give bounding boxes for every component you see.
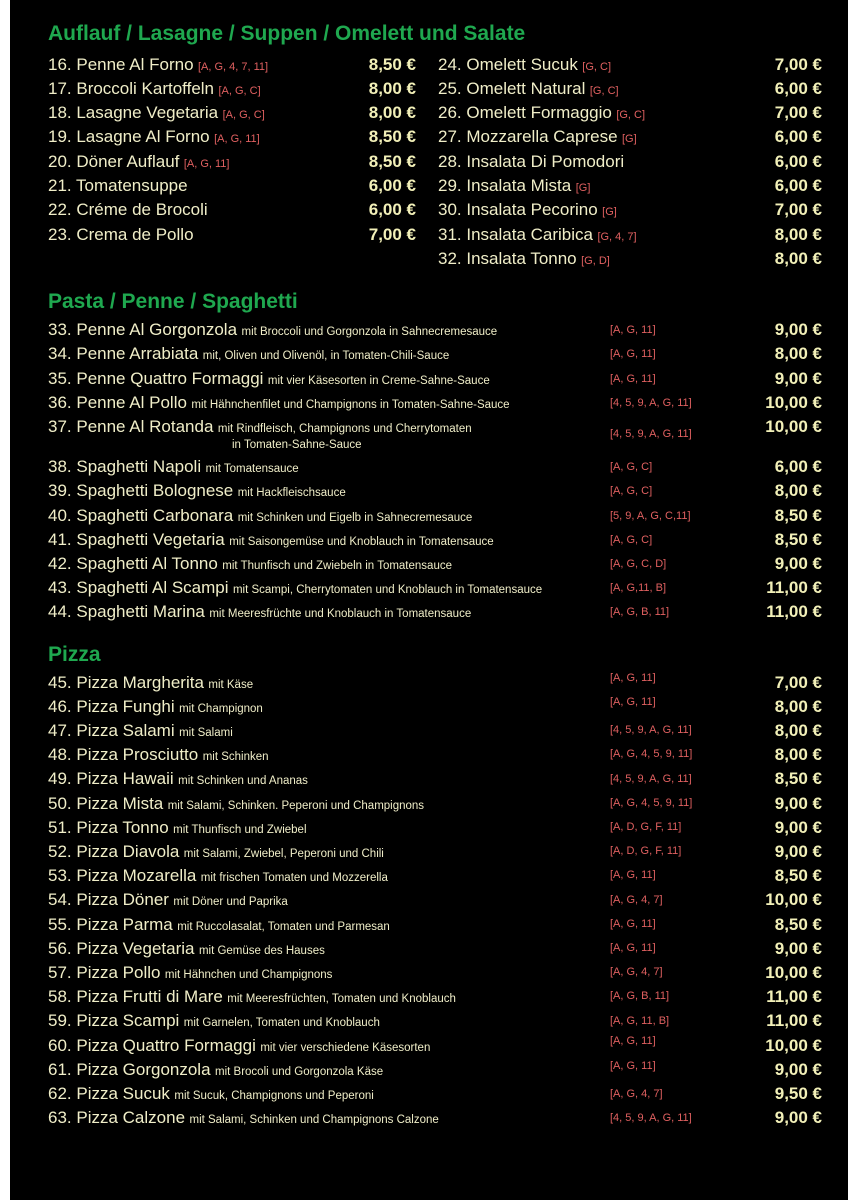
menu-item-45 [48,673,253,697]
menu-item-48 [48,745,269,769]
item-price: 9,00 € [774,939,822,958]
item-price: 8,00 € [774,225,822,244]
item-description: mit Gemüse des Hauses [198,945,325,957]
item-description: mit Hackfleischsauce [237,487,346,499]
item-name: 55. Pizza Parma [48,915,173,934]
item-price: 6,00 € [368,200,416,219]
menu-item-17 [48,79,261,103]
item-price: 10,00 € [765,393,822,412]
item-allergens: [A, G, 11] [610,1035,656,1047]
menu-item-59 [48,1011,380,1035]
menu-item-36 [48,393,510,417]
item-price: 8,00 € [774,697,822,716]
item-price: 9,00 € [774,1060,822,1079]
item-price: 7,00 € [774,200,822,219]
item-name: 16. Penne Al Forno [48,55,194,74]
item-description: mit Schinken [202,751,269,763]
menu-item-52 [48,842,384,866]
item-allergens: [A, G, C] [610,534,653,546]
item-price: 6,00 € [774,127,822,146]
item-price: 7,00 € [774,673,822,692]
item-allergens: [A, G, 4, 7] [610,894,663,906]
item-description: mit Tomatensauce [205,463,299,475]
item-description: mit Käse [208,679,254,691]
item-name: 29. Insalata Mista [438,176,572,195]
item-allergens: [G, C] [616,109,646,121]
menu-page [10,0,848,1200]
item-allergens: [A, G, 11] [214,133,260,145]
item-name: 59. Pizza Scampi [48,1011,180,1030]
item-price: 8,00 € [774,344,822,363]
item-allergens: [A, G, 11] [610,696,656,708]
item-name: 20. Döner Auflauf [48,152,180,171]
item-allergens: [4, 5, 9, A, G, 11] [610,397,692,409]
menu-item-37 [48,417,472,441]
item-allergens: [A, D, G, F, 11] [610,845,682,857]
item-name: 62. Pizza Sucuk [48,1084,170,1103]
menu-item-19 [48,127,260,151]
item-name: 46. Pizza Funghi [48,697,175,716]
item-description-continued: in Tomaten-Sahne-Sauce [232,439,362,451]
item-description: mit Salami, Schinken und Champignons Calzone [189,1114,439,1126]
item-description: mit Brocoli und Gorgonzola Käse [215,1066,384,1078]
item-name: 49. Pizza Hawaii [48,769,174,788]
menu-item-34 [48,344,449,368]
item-allergens: [G] [602,206,617,218]
item-description: mit Hähnchen und Champignons [164,969,333,981]
menu-item-28 [438,152,624,176]
item-price: 10,00 € [765,1036,822,1055]
item-price: 9,00 € [774,818,822,837]
item-name: 52. Pizza Diavola [48,842,180,861]
item-allergens: [A, G, C] [222,109,265,121]
item-description: mit Garnelen, Tomaten und Knoblauch [183,1017,380,1029]
menu-item-40 [48,506,472,530]
item-allergens: [A, G, 4, 5, 9, 11] [610,748,693,760]
item-description: mit Salami, Schinken. Peperoni und Champignons [167,800,425,812]
item-description: mit Hähnchenfilet und Champignons in Tomaten-Sahne-Sauce [191,399,510,411]
item-price: 6,00 € [368,176,416,195]
item-price: 8,50 € [368,127,416,146]
menu-item-30 [438,200,617,224]
item-allergens: [G, 4, 7] [597,231,637,243]
item-allergens: [A, G, 11] [610,373,656,385]
item-name: 28. Insalata Di Pomodori [438,152,625,171]
item-price: 9,00 € [774,794,822,813]
item-allergens: [A, G, 11] [610,918,656,930]
menu-item-47 [48,721,233,745]
section-title-pizza: Pizza [48,643,101,666]
item-price: 8,50 € [368,152,416,171]
item-allergens: [G, D] [581,255,610,267]
item-price: 6,00 € [774,152,822,171]
item-allergens: [A, G, 11] [610,1060,656,1072]
item-allergens: [A, G, 11] [610,869,656,881]
item-name: 43. Spaghetti Al Scampi [48,578,229,597]
item-name: 26. Omelett Formaggio [438,103,612,122]
item-description: mit Meeresfrüchte und Knoblauch in Tomatensauce [209,608,472,620]
item-name: 58. Pizza Frutti di Mare [48,987,223,1006]
item-description: mit Thunfisch und Zwiebel [173,824,307,836]
menu-item-31 [438,225,637,249]
menu-item-50 [48,794,424,818]
menu-item-16 [48,55,268,79]
item-name: 37. Penne Al Rotanda [48,417,214,436]
item-description: mit Rindfleisch, Champignons und Cherrytomaten [217,423,472,435]
item-name: 19. Lasagne Al Forno [48,127,210,146]
item-description: mit Thunfisch und Zwiebeln in Tomatensauce [222,560,452,572]
item-name: 18. Lasagne Vegetaria [48,103,219,122]
menu-item-54 [48,890,288,914]
item-name: 57. Pizza Pollo [48,963,161,982]
item-allergens: [A, G, 11, B] [610,1015,670,1027]
item-name: 54. Pizza Döner [48,890,169,909]
menu-item-21 [48,176,188,200]
menu-item-39 [48,481,346,505]
menu-item-63 [48,1108,439,1132]
item-name: 63. Pizza Calzone [48,1108,186,1127]
menu-item-18 [48,103,265,127]
item-allergens: [G, C] [589,85,619,97]
item-description: mit Ruccolasalat, Tomaten und Parmesan [177,921,390,933]
item-allergens: [A, G, 11] [183,158,230,170]
item-name: 23. Crema de Pollo [48,225,194,244]
item-price: 8,00 € [774,481,822,500]
item-allergens: [A, G, 4, 7] [610,1088,663,1100]
item-description: mit, Oliven und Olivenöl, in Tomaten-Chili-Sauce [202,350,450,362]
item-name: 35. Penne Quattro Formaggi [48,369,264,388]
menu-item-43 [48,578,542,602]
item-price: 6,00 € [774,176,822,195]
item-name: 44. Spaghetti Marina [48,602,205,621]
item-name: 39. Spaghetti Bolognese [48,481,234,500]
item-name: 27. Mozzarella Caprese [438,127,618,146]
item-allergens: [A, G, 11] [610,324,656,336]
menu-item-22 [48,200,208,224]
item-description: mit Schinken und Eigelb in Sahnecremesauce [237,512,473,524]
item-price: 8,00 € [774,721,822,740]
menu-item-29 [438,176,590,200]
item-name: 60. Pizza Quattro Formaggi [48,1036,256,1055]
item-description: mit Broccoli und Gorgonzola in Sahnecremesauce [241,326,498,338]
item-price: 9,50 € [774,1084,822,1103]
menu-item-42 [48,554,452,578]
item-allergens: [G] [621,133,637,145]
item-description: mit frischen Tomaten und Mozzerella [200,872,388,884]
menu-item-35 [48,369,490,393]
item-name: 31. Insalata Caribica [438,225,593,244]
item-name: 17. Broccoli Kartoffeln [48,79,214,98]
menu-item-44 [48,602,471,626]
item-name: 48. Pizza Prosciutto [48,745,199,764]
item-price: 11,00 € [766,987,822,1006]
menu-item-25 [438,79,619,103]
menu-item-49 [48,769,308,793]
item-allergens: [G] [575,182,591,194]
item-allergens: [A, G, 11] [610,672,656,684]
item-allergens: [G, C] [582,61,612,73]
item-name: 45. Pizza Margherita [48,673,204,692]
item-name: 30. Insalata Pecorino [438,200,598,219]
item-price: 8,50 € [774,866,822,885]
item-price: 6,00 € [774,79,822,98]
item-name: 61. Pizza Gorgonzola [48,1060,211,1079]
item-price: 11,00 € [766,578,822,597]
menu-item-46 [48,697,263,721]
item-description: mit Schinken und Ananas [178,775,308,787]
item-price: 8,50 € [774,769,822,788]
item-price: 8,50 € [368,55,416,74]
item-price: 9,00 € [774,320,822,339]
item-allergens: [A, G,11, B] [610,582,667,594]
item-price: 8,50 € [774,530,822,549]
item-price: 9,00 € [774,369,822,388]
menu-item-20 [48,152,229,176]
item-name: 21. Tomatensuppe [48,176,188,195]
item-price: 10,00 € [765,417,822,436]
item-allergens: [A, G, 4, 5, 9, 11] [610,797,693,809]
item-price: 9,00 € [774,554,822,573]
item-description: mit vier Käsesorten in Creme-Sahne-Sauce [267,375,490,387]
section-title-auflauf: Auflauf / Lasagne / Suppen / Omelett und Salate [48,22,526,45]
item-name: 34. Penne Arrabiata [48,344,199,363]
item-description: mit Salami, Zwiebel, Peperoni und Chili [183,848,384,860]
menu-item-55 [48,915,390,939]
item-price: 11,00 € [766,1011,822,1030]
item-name: 51. Pizza Tonno [48,818,169,837]
menu-item-51 [48,818,307,842]
item-name: 56. Pizza Vegetaria [48,939,195,958]
item-price: 7,00 € [774,103,822,122]
item-allergens: [A, G, 4, 7, 11] [198,61,269,73]
item-allergens: [A, G, 11] [610,942,656,954]
item-name: 36. Penne Al Pollo [48,393,187,412]
item-name: 24. Omelett Sucuk [438,55,578,74]
menu-item-41 [48,530,494,554]
menu-item-53 [48,866,388,890]
menu-item-60 [48,1036,430,1060]
item-price: 8,00 € [774,249,822,268]
menu-item-23 [48,225,194,249]
menu-item-32 [438,249,610,273]
item-name: 32. Insalata Tonno [438,249,577,268]
item-name: 50. Pizza Mista [48,794,164,813]
item-price: 10,00 € [765,890,822,909]
item-allergens: [A, G, C, D] [610,558,667,570]
menu-item-33 [48,320,497,344]
item-description: mit Sucuk, Champignons und Peperoni [174,1090,374,1102]
item-name: 38. Spaghetti Napoli [48,457,202,476]
item-allergens: [A, G, C] [610,461,653,473]
item-price: 8,00 € [774,745,822,764]
item-allergens: [A, G, C] [218,85,261,97]
menu-item-62 [48,1084,374,1108]
item-name: 40. Spaghetti Carbonara [48,506,234,525]
section-title-pasta: Pasta / Penne / Spaghetti [48,290,298,313]
item-name: 42. Spaghetti Al Tonno [48,554,218,573]
item-name: 22. Créme de Brocoli [48,200,208,219]
item-price: 6,00 € [774,457,822,476]
item-description: mit vier verschiedene Käsesorten [260,1042,431,1054]
item-price: 7,00 € [368,225,416,244]
item-description: mit Salami [179,727,233,739]
item-allergens: [A, D, G, F, 11] [610,821,682,833]
item-description: mit Scampi, Cherrytomaten und Knoblauch in Tomatensauce [232,584,543,596]
menu-item-27 [438,127,637,151]
menu-item-57 [48,963,332,987]
item-price: 7,00 € [774,55,822,74]
item-allergens: [A, G, 11] [610,348,656,360]
item-description: mit Saisongemüse und Knoblauch in Tomatensauce [229,536,494,548]
menu-item-38 [48,457,299,481]
item-price: 9,00 € [774,842,822,861]
item-allergens: [4, 5, 9, A, G, 11] [610,1112,692,1124]
item-name: 33. Penne Al Gorgonzola [48,320,238,339]
item-price: 11,00 € [766,602,822,621]
menu-item-56 [48,939,325,963]
item-allergens: [4, 5, 9, A, G, 11] [610,428,692,440]
item-price: 10,00 € [765,963,822,982]
item-name: 25. Omelett Natural [438,79,586,98]
item-price: 8,50 € [774,915,822,934]
item-allergens: [A, G, C] [610,485,653,497]
item-allergens: [5, 9, A, G, C,11] [610,510,691,522]
item-price: 9,00 € [774,1108,822,1127]
item-name: 41. Spaghetti Vegetaria [48,530,225,549]
item-name: 47. Pizza Salami [48,721,175,740]
item-allergens: [A, G, 4, 7] [610,966,663,978]
menu-item-58 [48,987,456,1011]
item-price: 8,00 € [368,103,416,122]
menu-item-24 [438,55,611,79]
item-allergens: [A, G, B, 11] [610,606,670,618]
menu-item-26 [438,103,645,127]
item-description: mit Meeresfrüchten, Tomaten und Knoblauch [227,993,456,1005]
item-name: 53. Pizza Mozarella [48,866,197,885]
item-allergens: [A, G, B, 11] [610,990,670,1002]
item-description: mit Champignon [179,703,263,715]
item-price: 8,00 € [368,79,416,98]
item-allergens: [4, 5, 9, A, G, 11] [610,773,692,785]
item-allergens: [4, 5, 9, A, G, 11] [610,724,692,736]
menu-item-61 [48,1060,383,1084]
item-description: mit Döner und Paprika [173,896,288,908]
item-price: 8,50 € [774,506,822,525]
